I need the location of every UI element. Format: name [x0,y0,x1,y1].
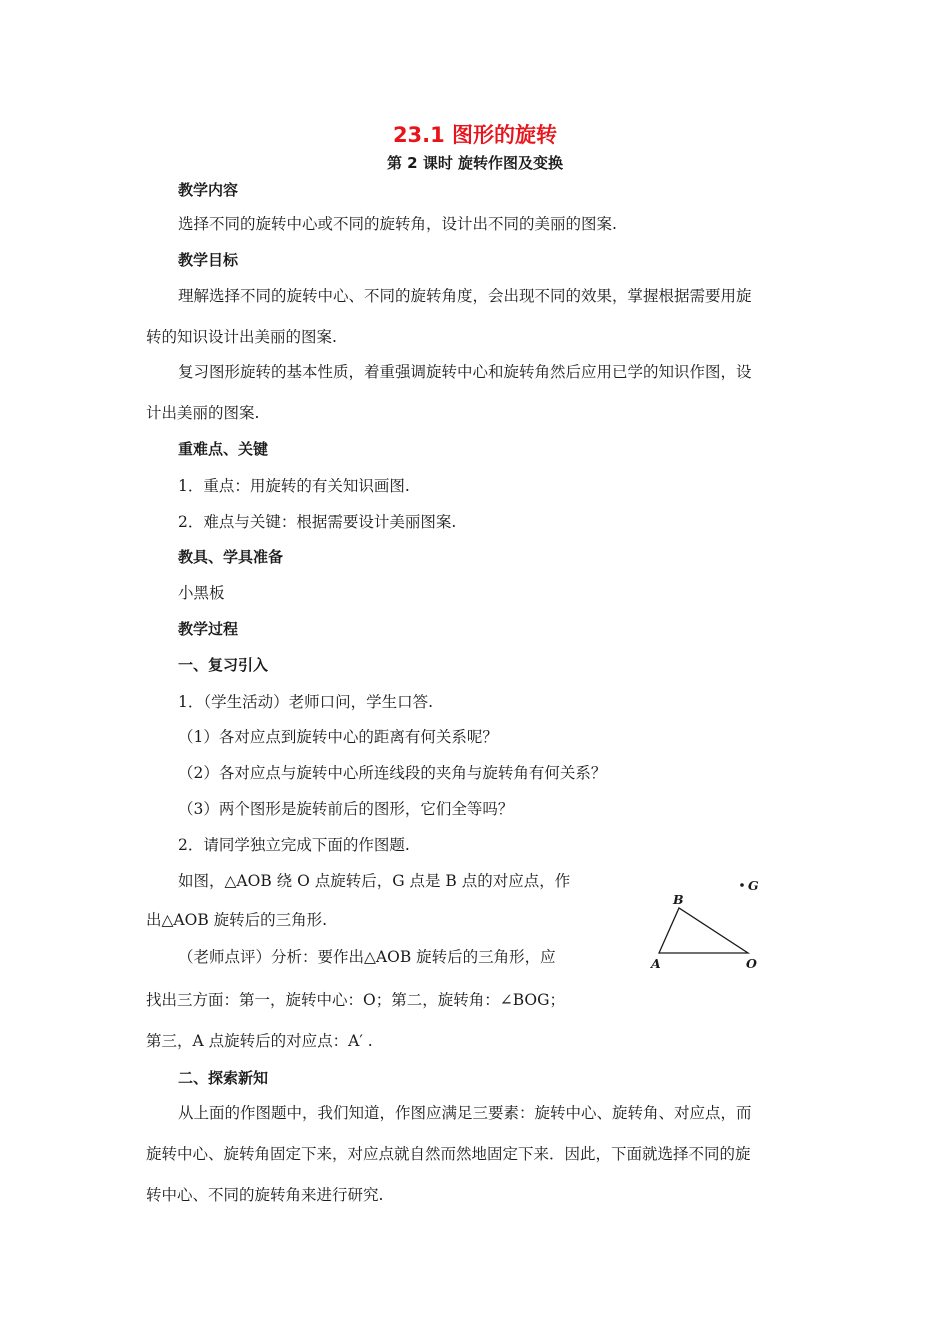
review-question-2: （2）各对应点与旋转中心所连线段的夹角与旋转角有何关系？ [178,764,607,782]
point-g-dot [740,883,744,887]
section-heading-goals: 教学目标 [178,251,239,269]
document-title: 23.1 图形的旋转 [392,123,558,147]
key-point-1: 1．重点：用旋转的有关知识画图. [178,477,410,495]
tools-text: 小黑板 [178,584,225,602]
label-a: A [651,956,661,971]
section-heading-tools: 教具、学具准备 [178,548,284,566]
goals-paragraph-1-line-2: 转的知识设计出美丽的图案. [146,328,337,346]
lesson-subtitle: 第 2 课时 旋转作图及变换 [386,154,564,172]
content-text: 选择不同的旋转中心或不同的旋转角，设计出不同的美丽的图案. [178,215,617,233]
goals-paragraph-2-line-2: 计出美丽的图案. [146,404,260,422]
analysis-line-2: 找出三方面：第一，旋转中心：O；第二，旋转角：∠BOG； [146,991,565,1009]
label-g: G [748,878,759,893]
triangle-aob [659,908,748,953]
goals-paragraph-1-line-1: 理解选择不同的旋转中心、不同的旋转角度，会出现不同的效果，掌握根据需要用旋 [178,287,752,305]
review-item-1: 1．（学生活动）老师口问，学生口答. [178,693,434,711]
problem-line-2: 出△AOB 旋转后的三角形. [146,911,328,929]
label-o: O [746,956,757,971]
section-heading-process: 教学过程 [178,620,239,638]
section-heading-explore: 二、探索新知 [178,1069,269,1087]
section-heading-content: 教学内容 [178,181,239,199]
goals-paragraph-2-line-1: 复习图形旋转的基本性质，着重强调旋转中心和旋转角然后应用已学的知识作图，设 [178,363,752,381]
section-heading-review: 一、复习引入 [178,656,269,674]
review-item-2: 2．请同学独立完成下面的作图题. [178,836,410,854]
analysis-line-1: （老师点评）分析：要作出△AOB 旋转后的三角形，应 [178,948,556,966]
analysis-line-3: 第三，A 点旋转后的对应点：A′ . [146,1032,373,1050]
key-point-2: 2．难点与关键：根据需要设计美丽图案. [178,513,457,531]
section-heading-key-points: 重难点、关键 [178,440,269,458]
problem-line-1: 如图，△AOB 绕 O 点旋转后，G 点是 B 点的对应点，作 [178,872,571,890]
review-question-3: （3）两个图形是旋转前后的图形，它们全等吗？ [178,800,514,818]
label-b: B [673,892,684,907]
explore-line-3: 转中心、不同的旋转角来进行研究. [146,1186,384,1204]
explore-line-2: 旋转中心、旋转角固定下来，对应点就自然而然地固定下来．因此，下面就选择不同的旋 [146,1145,751,1163]
review-question-1: （1）各对应点到旋转中心的距离有何关系呢？ [178,728,498,746]
explore-line-1: 从上面的作图题中，我们知道，作图应满足三要素：旋转中心、旋转角、对应点，而 [178,1104,752,1122]
